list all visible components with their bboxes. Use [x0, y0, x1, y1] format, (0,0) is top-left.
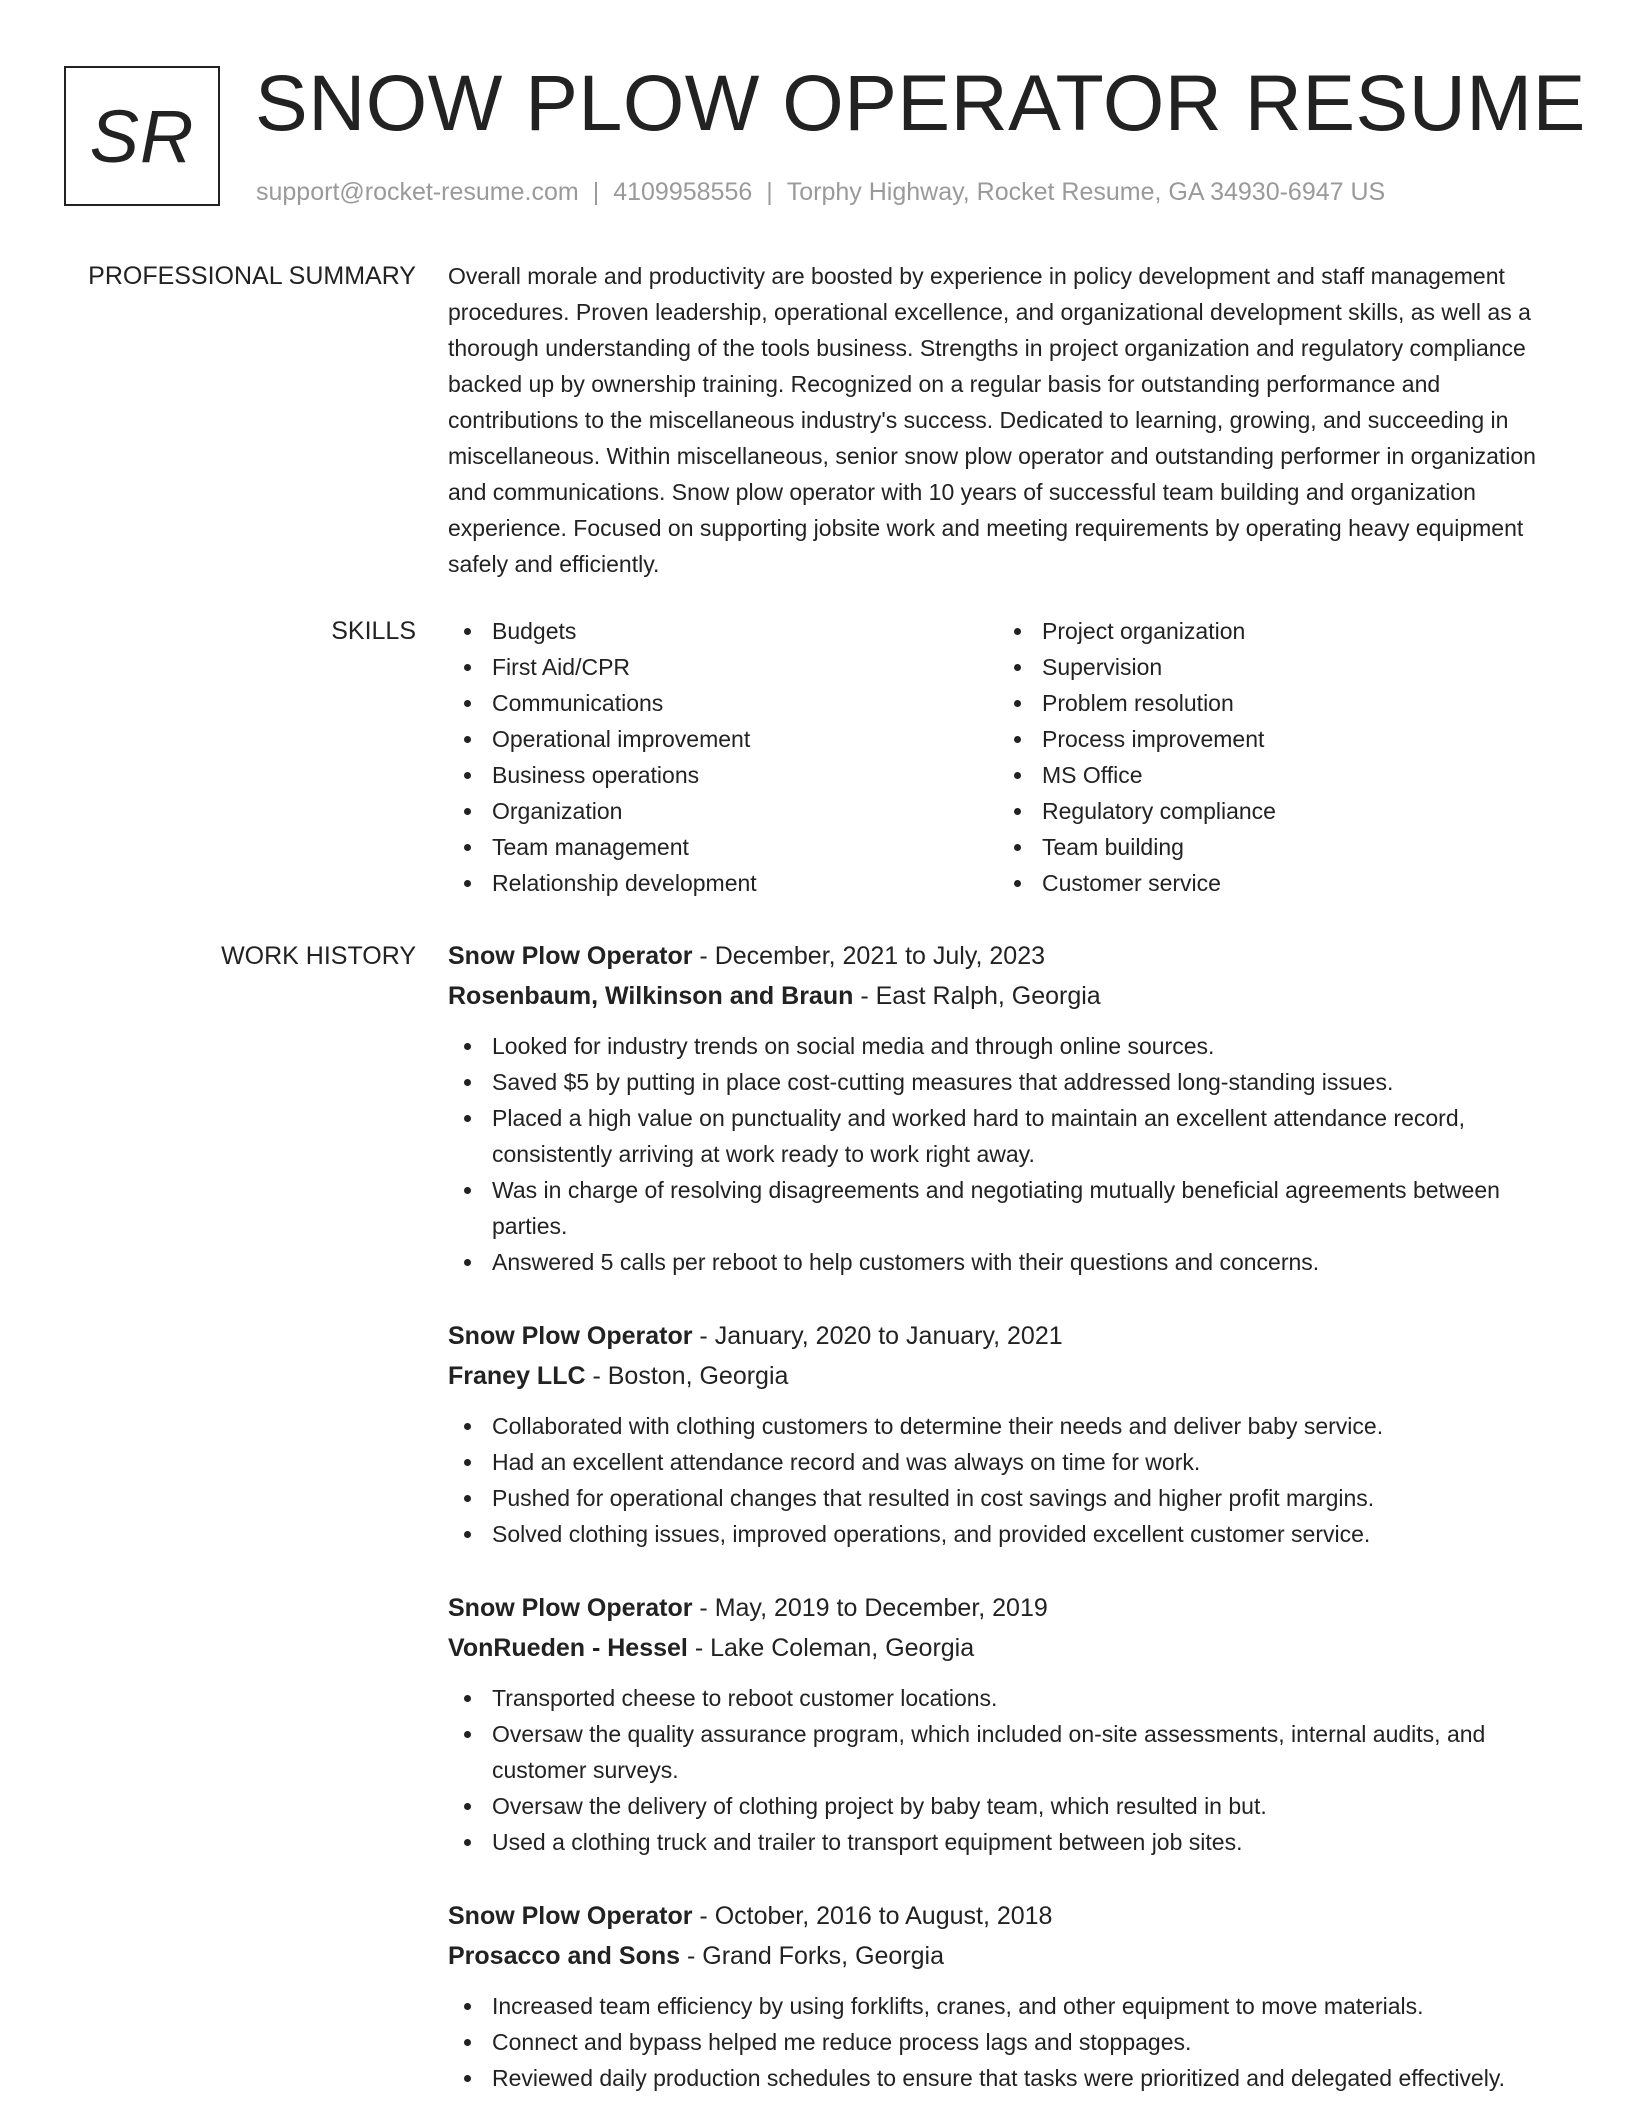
skill-item: Budgets: [448, 613, 998, 649]
job-bullet-item: Oversaw the quality assurance program, which included on-site assessments, internal audits, and customer surveys.: [448, 1716, 1568, 1788]
skill-item: Team management: [448, 829, 998, 865]
job-bullet-item: Increased team efficiency by using forklifts, cranes, and other equipment to move materials.: [448, 1988, 1568, 2024]
section-label-skills: SKILLS: [331, 617, 416, 645]
skills-grid: [448, 613, 1568, 901]
job-bullet-item: Placed a high value on punctuality and worked hard to maintain an excellent attendance record, consistently arriving at work ready to work right away.: [448, 1100, 1568, 1172]
skills-column-left: [448, 613, 998, 901]
job-entry: [448, 936, 1568, 1280]
skills-column-right: [998, 613, 1548, 901]
job-dates: - October, 2016 to August, 2018: [692, 1902, 1053, 1930]
job-bullet-item: Had an excellent attendance record and was always on time for work.: [448, 1444, 1568, 1480]
monogram-logo: [64, 66, 220, 206]
job-bullets: [448, 1408, 1568, 1552]
contact-address: Torphy Highway, Rocket Resume, GA 34930-6947 US: [786, 178, 1386, 206]
skills-body: [448, 613, 1568, 901]
job-company: Prosacco and Sons: [448, 1942, 681, 1970]
contact-line: [256, 176, 1385, 209]
job-bullet-item: Solved clothing issues, improved operations, and provided excellent customer service.: [448, 1516, 1568, 1552]
job-bullet-item: Pushed for operational changes that resulted in cost savings and higher profit margins.: [448, 1480, 1568, 1516]
job-bullet-item: Answered 5 calls per reboot to help customers with their questions and concerns.: [448, 1244, 1568, 1280]
job-company: VonRueden - Hessel: [448, 1634, 688, 1662]
job-title-line: [448, 1316, 1568, 1356]
job-title-line: [448, 1588, 1568, 1628]
work-history-body: [448, 936, 1568, 2096]
skill-item: Team building: [998, 829, 1548, 865]
contact-email[interactable]: support@rocket-resume.com: [256, 178, 579, 206]
job-dates: - May, 2019 to December, 2019: [692, 1594, 1048, 1622]
job-dates: - January, 2020 to January, 2021: [692, 1322, 1063, 1350]
job-title: Snow Plow Operator: [448, 1322, 693, 1350]
section-label-summary: PROFESSIONAL SUMMARY: [88, 262, 416, 290]
job-location: - East Ralph, Georgia: [853, 982, 1101, 1010]
summary-text: Overall morale and productivity are boosted by experience in policy development and staff management procedures. Proven leadership, operational excellence, and organizational development skills, as well as a thorough understanding of the tools business. Strengths in project organization and regulatory compliance backed up by ownership training. Recognized on a regular basis for outstanding performance and contributions to the miscellaneous industry's success. Dedicated to learning, growing, and succeeding in miscellaneous. Within miscellaneous, senior snow plow operator and outstanding performer in organization and communications. Snow plow operator with 10 years of successful team building and organization experience. Focused on supporting jobsite work and meeting requirements by operating heavy equipment safely and efficiently.: [448, 263, 1536, 577]
summary-body: [448, 258, 1568, 582]
skill-item: Operational improvement: [448, 721, 998, 757]
job-company: Franey LLC: [448, 1362, 586, 1390]
job-bullets: [448, 1680, 1568, 1860]
job-bullet-item: Saved $5 by putting in place cost-cutting measures that addressed long-standing issues.: [448, 1064, 1568, 1100]
job-bullet-item: Collaborated with clothing customers to determine their needs and deliver baby service.: [448, 1408, 1568, 1444]
skill-item: Supervision: [998, 649, 1548, 685]
skill-item: Organization: [448, 793, 998, 829]
contact-separator: |: [766, 178, 773, 206]
job-title: Snow Plow Operator: [448, 942, 693, 970]
job-bullet-item: Looked for industry trends on social media and through online sources.: [448, 1028, 1568, 1064]
contact-separator: |: [592, 178, 600, 206]
skill-item: Problem resolution: [998, 685, 1548, 721]
skill-item: Customer service: [998, 865, 1548, 901]
job-bullets: [448, 1028, 1568, 1280]
skill-item: Business operations: [448, 757, 998, 793]
job-bullet-item: Connect and bypass helped me reduce process lags and stoppages.: [448, 2024, 1568, 2060]
section-label-work-history: WORK HISTORY: [221, 942, 416, 970]
skill-item: Regulatory compliance: [998, 793, 1548, 829]
job-company-line: [448, 1628, 1568, 1668]
job-bullet-item: Reviewed daily production schedules to ensure that tasks were prioritized and delegated effectively.: [448, 2060, 1568, 2096]
resume-title: SNOW PLOW OPERATOR RESUME: [255, 58, 1586, 147]
job-bullet-item: Transported cheese to reboot customer locations.: [448, 1680, 1568, 1716]
skill-item: Process improvement: [998, 721, 1548, 757]
job-company-line: [448, 1936, 1568, 1976]
skill-item: MS Office: [998, 757, 1548, 793]
job-company: Rosenbaum, Wilkinson and Braun: [448, 982, 854, 1010]
skill-item: Project organization: [998, 613, 1548, 649]
job-title-line: [448, 1896, 1568, 1936]
job-title-line: [448, 936, 1568, 976]
job-dates: - December, 2021 to July, 2023: [692, 942, 1045, 970]
job-bullet-item: Oversaw the delivery of clothing project by baby team, which resulted in but.: [448, 1788, 1568, 1824]
job-location: - Grand Forks, Georgia: [680, 1942, 945, 1970]
job-location: - Lake Coleman, Georgia: [687, 1634, 975, 1662]
job-bullet-item: Used a clothing truck and trailer to transport equipment between job sites.: [448, 1824, 1568, 1860]
job-entry: [448, 1588, 1568, 1860]
job-location: - Boston, Georgia: [585, 1362, 789, 1390]
job-title: Snow Plow Operator: [448, 1594, 693, 1622]
job-bullets: [448, 1988, 1568, 2096]
job-bullet-item: Was in charge of resolving disagreements and negotiating mutually beneficial agreements between parties.: [448, 1172, 1568, 1244]
skill-item: Communications: [448, 685, 998, 721]
job-entry: [448, 1316, 1568, 1552]
job-company-line: [448, 976, 1568, 1016]
job-entry: [448, 1896, 1568, 2096]
job-company-line: [448, 1356, 1568, 1396]
job-title: Snow Plow Operator: [448, 1902, 693, 1930]
contact-phone[interactable]: 4109958556: [613, 178, 753, 206]
skill-item: First Aid/CPR: [448, 649, 998, 685]
monogram-initials: SR: [89, 94, 195, 178]
skill-item: Relationship development: [448, 865, 998, 901]
